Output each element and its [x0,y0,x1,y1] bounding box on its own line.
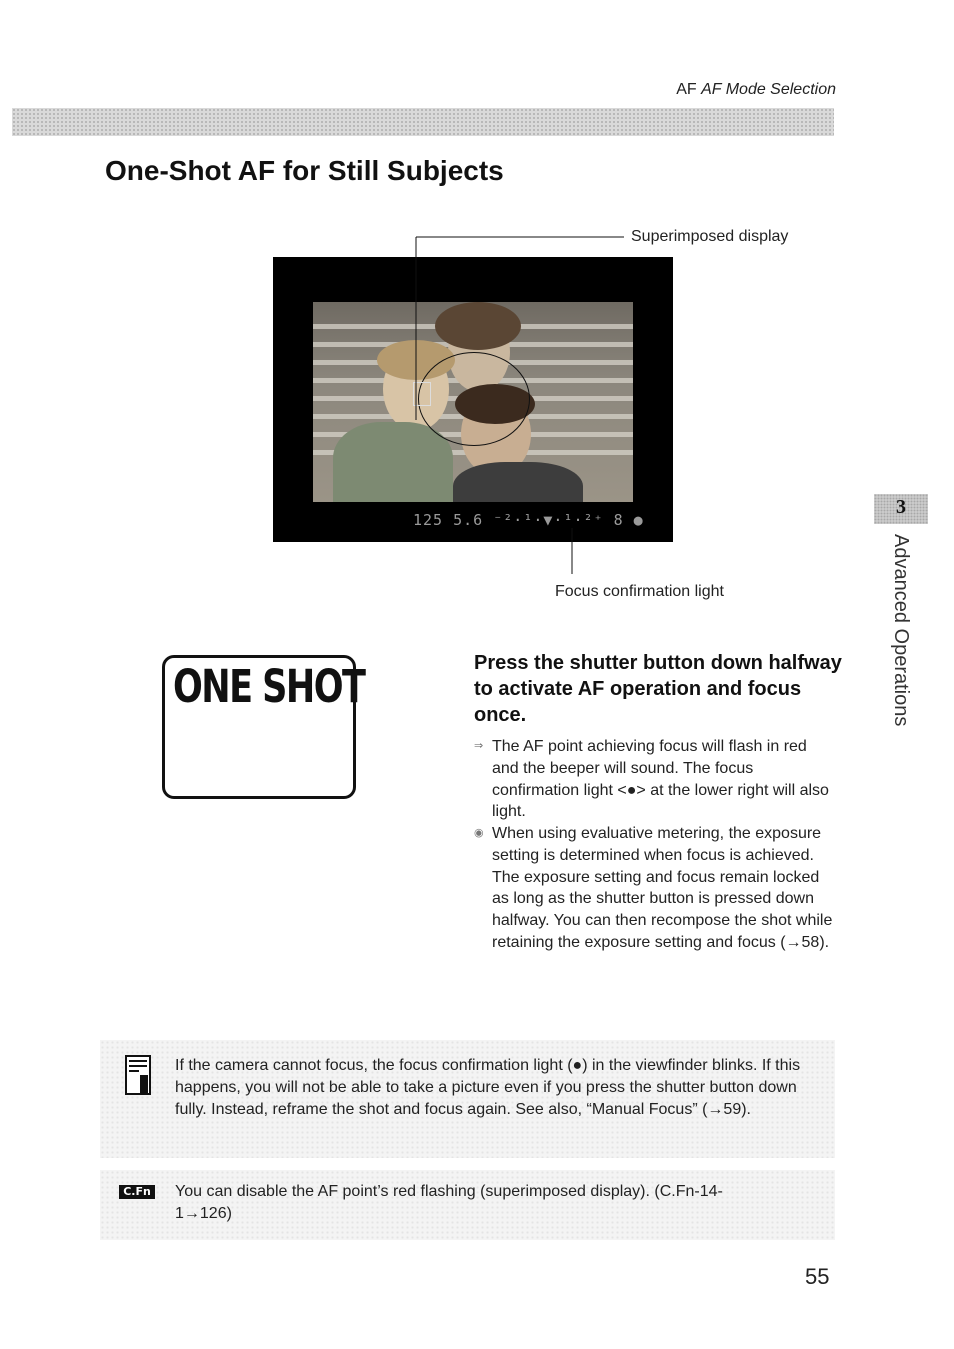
section-tag: AF [676,81,697,98]
bullet-text: The AF point achieving focus will flash in red and the beeper will sound. The focus confirmation light <●> at the lower right will also light. [492,738,829,821]
custom-function-icon: C.Fn [119,1185,155,1199]
chapter-number: 3 [896,496,906,518]
result-arrow-icon: ⇒ [474,740,484,752]
section-title: AF Mode Selection [701,81,836,98]
chapter-title: Advanced Operations [890,534,912,727]
step-heading: Press the shutter button down halfway to activate AF operation and focus once. [474,652,842,726]
bullet-text: When using evaluative metering, the exposure setting is determined when focus is achieved. The exposure setting and focus remain locked as long as the shutter button is pressed down halfway. You can then recompose the shot while retaining the exposure setting and focus (→58). [492,825,833,951]
memo-note-text: If the camera cannot focus, the focus confirmation light (●) in the viewfinder blinks. If this happens, you will not be able to take a picture even if you press the shutter button down fully. Instead, reframe the shot and focus again. See also, “Manual Focus” (→59). [175,1057,801,1118]
note-dot-icon: ◉ [474,827,484,839]
callout-focus-confirmation-light: Focus confirmation light [555,583,724,600]
memo-icon [125,1055,151,1095]
lcd-panel-text: ONE SHOT [173,660,365,713]
viewfinder-readout: 125 5.6 ⁻²·¹·▼·¹·²⁺ 8 ● [413,511,644,529]
chapter-tab [874,494,928,524]
cfn-note-text: You can disable the AF point’s red flashing (superimposed display). (C.Fn-14-1→126) [175,1183,723,1222]
callout-superimposed-display: Superimposed display [631,228,789,245]
page-title: One-Shot AF for Still Subjects [105,155,504,186]
callout-leader-lines [0,0,954,620]
page-number: 55 [805,1264,830,1289]
